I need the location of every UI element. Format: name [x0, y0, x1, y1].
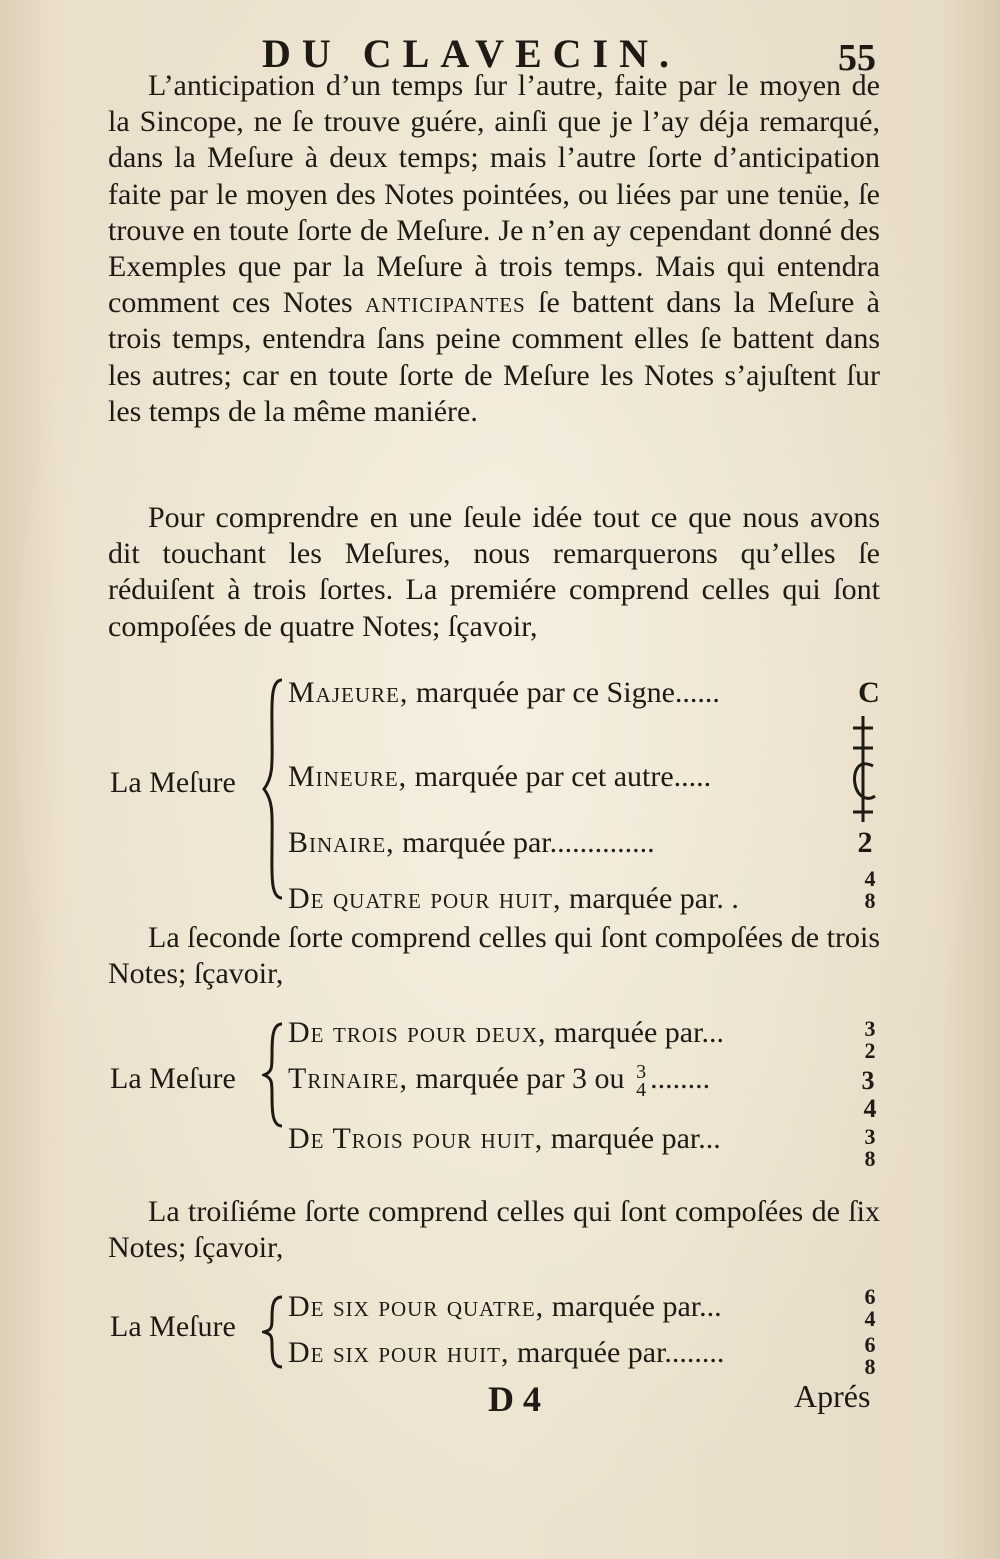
table2-row-3-denominator: 8: [864, 1146, 876, 1171]
paragraph-4-text: La troiſiéme ſorte comprend celles qui ſont compoſées de ſix Notes; ſçavoir,: [108, 1195, 880, 1265]
table2-row-2-inline-numerator: 3: [636, 1061, 647, 1084]
table2-row-2-inline-denominator: 4: [636, 1079, 647, 1102]
table3-row-1-text: marquée par...: [551, 1290, 722, 1323]
table2-row-1-text: marquée par...: [554, 1016, 724, 1049]
table3-row-2-fraction: [858, 1334, 882, 1378]
table1-row-4-name: De quatre pour huit,: [288, 882, 562, 915]
table1-row-4-numerator: 4: [864, 866, 876, 891]
paragraph-3: [108, 920, 880, 992]
table2-row-3: [288, 1122, 721, 1156]
table3-row-2-text: marquée par........: [517, 1336, 725, 1369]
table1-row-3: [288, 826, 655, 860]
table2-row-3-text: marquée par...: [550, 1122, 721, 1155]
table3-row-1-fraction: [858, 1286, 882, 1330]
table3-row-2-denominator: 8: [864, 1354, 876, 1379]
table2-row-1-name: De trois pour deux,: [288, 1016, 547, 1049]
paragraph-4: [108, 1194, 880, 1266]
table3-brace: [262, 1294, 288, 1370]
running-title: DU CLAVECIN.: [262, 31, 680, 76]
table1-row-4: [288, 882, 739, 916]
table3-row-2-name: De six pour huit,: [288, 1336, 510, 1369]
table2-row-1: [288, 1016, 724, 1050]
table1-row-4-fraction: [858, 868, 882, 912]
table3-row-1-denominator: 4: [864, 1306, 876, 1331]
table3-row-2-numerator: 6: [864, 1332, 876, 1357]
paragraph-1-end: ſe battent dans la Meſure à trois temps, entendra ſans peine comment elles ſe battent dans les autres; car en toute ſorte de Meſure les Notes s’ajuſtent ſur les temps de la même maniére.: [108, 286, 880, 428]
table1-row-1: [288, 676, 720, 710]
table3-row-2: [288, 1336, 724, 1370]
table2-row-3-fraction: [858, 1126, 882, 1170]
table1-row-3-text: marquée par..............: [402, 826, 655, 859]
table1-brace: [262, 676, 288, 906]
table2-row-2-text: marquée par 3 ou: [415, 1062, 625, 1095]
paragraph-1-start: L’anticipation d’un temps ſur l’autre, faite par le moyen de la Sincope, ne ſe trouve guére, ainſi que je l’ay déja remarqué, dans la Meſure à deux temps; mais l’autre ſorte d’anticipation faite par le moyen des Notes pointées, ou liées par une tenüe, ſe trouve en toute ſorte de Meſure. Je n’en ay cependant donné des Exemples que par la Meſure à trois temps. Mais qui entendra comment ces Notes: [108, 69, 880, 320]
paragraph-1-smallcaps: anticipantes: [365, 286, 526, 320]
table1-row-1-sign: C: [858, 676, 880, 709]
paragraph-2: [108, 500, 880, 645]
table2-row-2-name: Trinaire,: [288, 1062, 408, 1095]
table1-label: La Meſure: [110, 766, 236, 799]
table2-row-2-sign: 3: [861, 1066, 875, 1095]
table2-row-1-denominator: 2: [864, 1038, 876, 1063]
table3-row-1-numerator: 6: [864, 1284, 876, 1309]
paragraph-1: [108, 68, 880, 430]
table2-brace: [262, 1020, 288, 1130]
page-number: 55: [838, 37, 876, 79]
table2-row-1-numerator: 3: [864, 1016, 876, 1041]
table2-extra-numerator: 4: [863, 1094, 877, 1123]
table2-row-2-inline-fraction: [632, 1061, 650, 1102]
table1-row-3-name: Binaire,: [288, 826, 395, 859]
table1-row-2-name: Mineure,: [288, 760, 408, 793]
table2-row-2-dots: ........: [650, 1062, 711, 1095]
table1-row-2-sign: [843, 714, 883, 824]
table1-row-1-text: marquée par ce Signe......: [415, 676, 720, 709]
table1-row-1-name: Majeure,: [288, 676, 409, 709]
table2-row-2: [288, 1061, 711, 1102]
table3-row-1: [288, 1290, 722, 1324]
table3-label: La Meſure: [110, 1310, 236, 1343]
paragraph-2-text: Pour comprendre en une ſeule idée tout ce que nous avons dit touchant les Meſures, nous remarquerons qu’elles ſe réduiſent à trois ſortes. La premiére comprend celles qui ſont compoſées de quatre Notes; ſçavoir,: [108, 501, 880, 643]
table3-row-1-name: De six pour quatre,: [288, 1290, 545, 1323]
table2-row-3-numerator: 3: [864, 1124, 876, 1149]
table1-row-4-denominator: 8: [864, 888, 876, 913]
table1-row-4-text: marquée par. .: [569, 882, 739, 915]
table2-row-1-fraction: [858, 1018, 882, 1062]
paragraph-3-text: La ſeconde ſorte comprend celles qui ſont compoſées de trois Notes; ſçavoir,: [108, 921, 880, 991]
table1-row-2-text: marquée par cet autre.....: [414, 760, 712, 793]
signature-mark: D 4: [488, 1379, 541, 1419]
table1-row-2: [288, 760, 711, 794]
table1-row-3-sign: 2: [857, 826, 873, 859]
catchword: Aprés: [794, 1378, 871, 1414]
table2-label: La Meſure: [110, 1062, 236, 1095]
table2-row-3-name: De Trois pour huit,: [288, 1122, 544, 1155]
